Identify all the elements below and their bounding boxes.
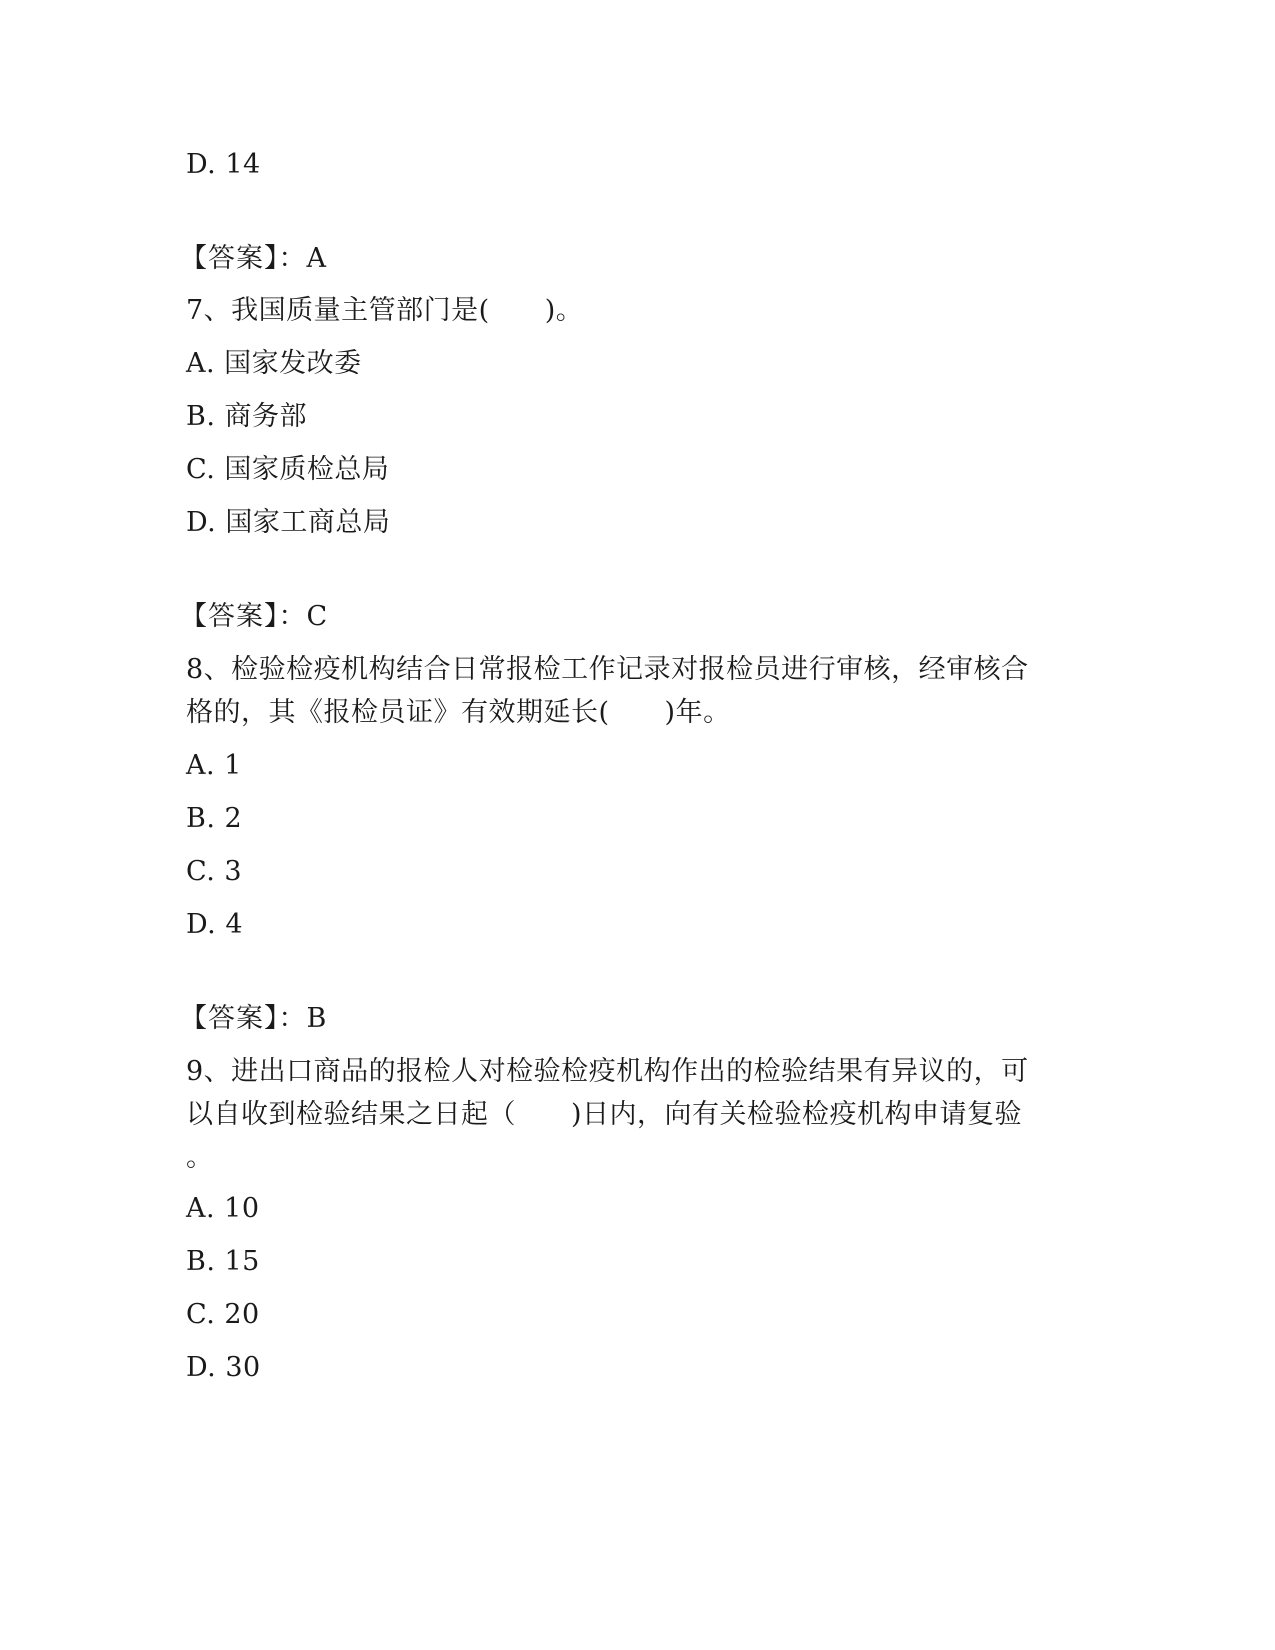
- q9-option-b: B. 15: [186, 1246, 260, 1277]
- q8-option-b: B. 2: [186, 803, 243, 834]
- q8-stem-line1: 8、检验检疫机构结合日常报检工作记录对报检员进行审核，经审核合: [186, 654, 1029, 685]
- answer-label: 【答案】：: [180, 1003, 307, 1034]
- q8-option-a: A. 1: [186, 750, 242, 781]
- prev-answer: [180, 242, 327, 276]
- prev-option-d: D. 14: [186, 149, 261, 180]
- q7-option-d: D. 国家工商总局: [186, 507, 391, 538]
- answer-value: B: [306, 1003, 327, 1034]
- q8-answer: [180, 1002, 327, 1036]
- q9-stem-line2: 以自收到检验结果之日起（ )日内，向有关检验检疫机构申请复验: [186, 1099, 1023, 1130]
- q9-option-a: A. 10: [186, 1193, 260, 1224]
- q8-option-c: C. 3: [186, 856, 243, 887]
- q9-stem-line3: 。: [186, 1142, 214, 1173]
- answer-label: 【答案】：: [180, 601, 307, 632]
- q7-option-c: C. 国家质检总局: [186, 454, 390, 485]
- answer-value: C: [306, 601, 328, 632]
- q7-option-a: A. 国家发改委: [186, 348, 362, 379]
- q9-option-c: C. 20: [186, 1299, 260, 1330]
- answer-value: A: [306, 243, 327, 274]
- q8-stem-line2: 格的，其《报检员证》有效期延长( )年。: [186, 697, 731, 728]
- q7-option-b: B. 商务部: [186, 401, 308, 432]
- q8-option-d: D. 4: [186, 909, 244, 940]
- q7-stem: 7、我国质量主管部门是( )。: [186, 295, 584, 326]
- answer-label: 【答案】：: [180, 243, 307, 274]
- q9-option-d: D. 30: [186, 1352, 261, 1383]
- q7-answer: [180, 600, 328, 634]
- q9-stem-line1: 9、进出口商品的报检人对检验检疫机构作出的检验结果有异议的，可: [186, 1056, 1029, 1087]
